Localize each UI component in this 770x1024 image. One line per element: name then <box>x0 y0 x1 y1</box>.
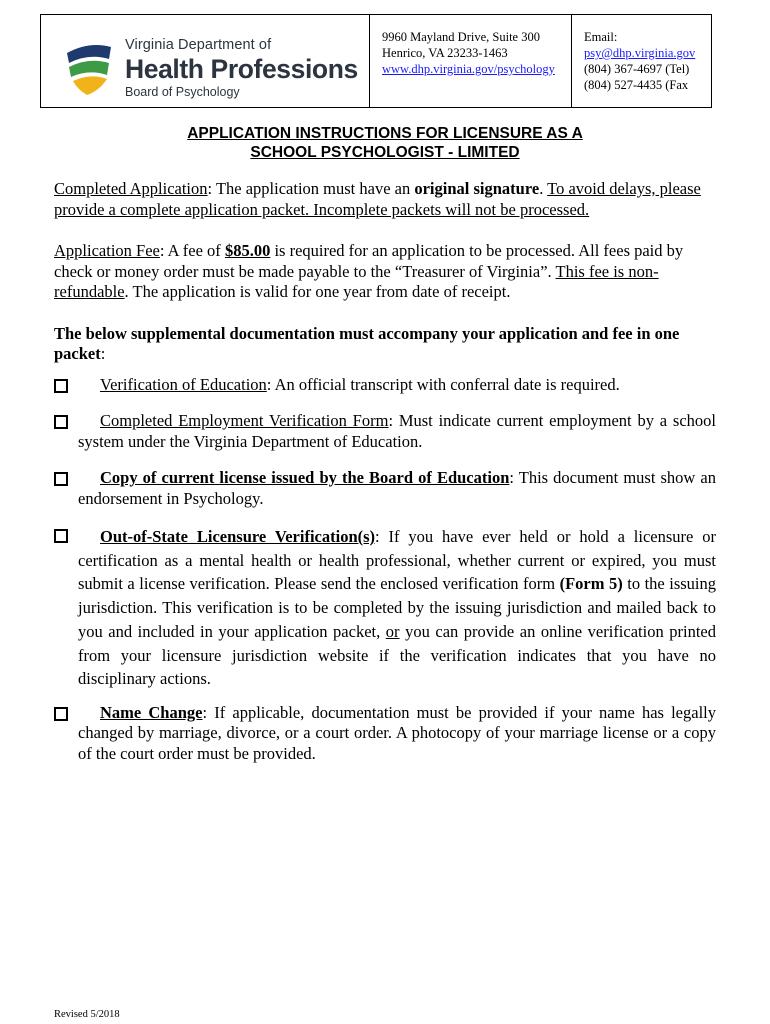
checklist-item-license-copy: Copy of current license issued by the Board of Education: This document must show an endorsement in Psychology. <box>54 468 716 509</box>
application-fee-paragraph: Application Fee: A fee of $85.00 is required for an application to be processed. All fees paid by check or money order must be made payable to the “Treasurer of Virginia”. This fee is non-refundable. The application is valid for one year from date of receipt. <box>54 241 684 301</box>
title-line1: APPLICATION INSTRUCTIONS FOR LICENSURE AS A <box>187 125 583 142</box>
email-link[interactable]: psy@dhp.virginia.gov <box>584 46 696 60</box>
checkbox[interactable] <box>54 529 68 543</box>
logo-department: Virginia Department of <box>125 37 272 53</box>
checklist-item-name-change: Name Change: If applicable, documentation must be provided if your name has legally changed by marriage, divorce, or a court order. A photocopy of your marriage license or a copy of the court order must be provided. <box>54 703 716 765</box>
phone-fax: (804) 527-4435 (Fax <box>584 78 689 92</box>
letterhead <box>40 14 712 108</box>
contact-block <box>572 15 711 107</box>
checklist-item-out-of-state: Out-of-State Licensure Verification(s): If you have ever held or hold a licensure or certification as a mental health or health professional, whether current or expired, you must submit a license verification. Please send the enclosed verification form (Form 5) to the issuing jurisdiction. This verification is to be completed by the issuing jurisdiction and mailed back to you and included in your application packet, or you can provide an online verification printed from your licensure jurisdiction website if the verification indicates that you have no disciplinary actions. <box>54 525 716 691</box>
address-line1: 9960 Mayland Drive, Suite 300 <box>382 30 540 44</box>
title-line2: SCHOOL PSYCHOLOGIST - LIMITED <box>250 144 520 161</box>
logo-board: Board of Psychology <box>125 85 240 99</box>
checklist-item-education: Verification of Education: An official transcript with conferral date is required. <box>54 375 716 396</box>
revision-date: Revised 5/2018 <box>54 1009 120 1020</box>
fee-amount: $85.00 <box>224 241 271 260</box>
page-title <box>0 124 770 162</box>
address-block <box>370 15 572 107</box>
email-label: Email: <box>584 30 618 44</box>
instructions-body <box>54 179 716 764</box>
checkbox[interactable] <box>54 472 68 486</box>
checkbox[interactable] <box>54 379 68 393</box>
address-line2: Henrico, VA 23233-1463 <box>382 46 508 60</box>
checkbox[interactable] <box>54 707 68 721</box>
logo-wordmark <box>125 37 358 100</box>
logo-health-professions: Health Professions <box>125 54 358 84</box>
checkbox[interactable] <box>54 415 68 429</box>
application-fee-label: Application Fee <box>54 241 160 260</box>
website-link[interactable]: www.dhp.virginia.gov/psychology <box>382 62 555 76</box>
vdhp-logo-icon <box>63 39 115 97</box>
logo-area <box>41 15 370 107</box>
phone-tel: (804) 367-4697 (Tel) <box>584 62 690 76</box>
checklist-item-employment: Completed Employment Verification Form: Must indicate current employment by a school system under the Virginia Department of Education. <box>54 411 716 452</box>
supplemental-heading: The below supplemental documentation must accompany your application and fee in one packet: <box>54 323 680 363</box>
completed-application-paragraph: Completed Application: The application must have an original signature. To avoid delays, please provide a complete application packet. Incomplete packets will not be processed. <box>54 179 701 219</box>
completed-application-label: Completed Application <box>54 179 208 198</box>
